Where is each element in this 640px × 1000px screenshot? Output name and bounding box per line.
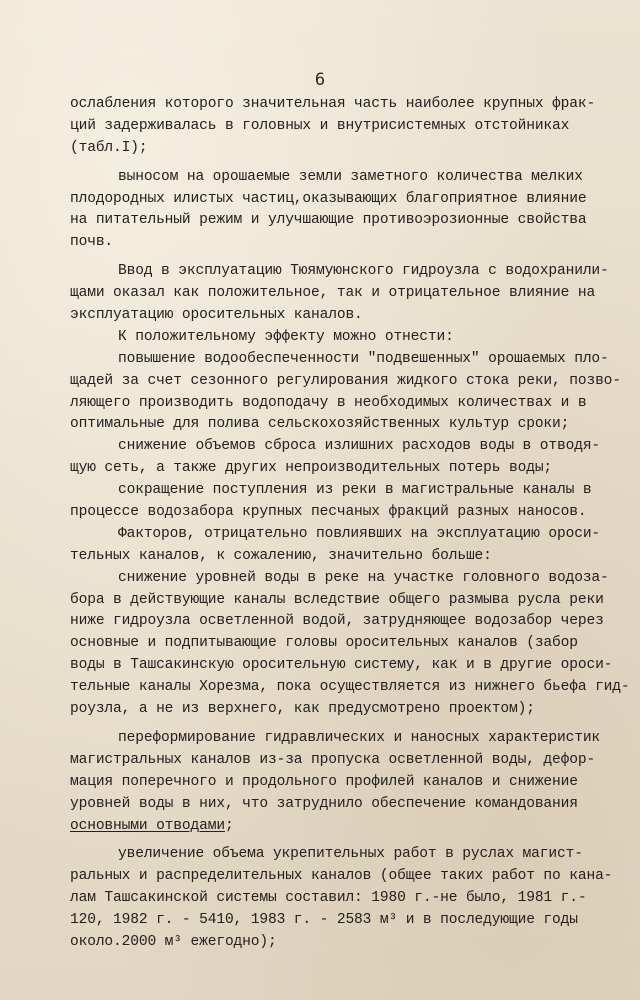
text-line: плодородных илистых частиц,оказывающих благоприятное влияние	[70, 190, 587, 207]
paragraph-gap	[70, 721, 615, 728]
text-line: снижение объемов сброса излишних расходов воды в отводя-	[118, 438, 601, 455]
text-line: снижение уровней воды в реке на участке головного водоза-	[118, 569, 609, 586]
text-line: мация поперечного и продольного профилей каналов и снижение	[70, 773, 578, 790]
text-line: основными отводами;	[70, 817, 234, 834]
text-line: почв.	[70, 234, 114, 251]
text-line: роузла, а не из верхнего, как предусмотрено проектом);	[70, 701, 535, 718]
text-line: бора в действующие каналы вследствие общего размыва русла реки	[70, 591, 604, 608]
text-line: щадей за счет сезонного регулирования жидкого стока реки, позво-	[70, 372, 621, 389]
text-line: сокращение поступления из реки в магистральные каналы в	[118, 482, 592, 499]
text-line: щами оказал как положительное, так и отрицательное влияние на	[70, 285, 596, 302]
text-line: ниже гидроузла осветленной водой, затрудняющее водозабор через	[70, 613, 604, 630]
text-line: выносом на орошаемые земли заметного количества мелких	[118, 168, 583, 185]
page-number: 6	[314, 70, 326, 90]
text-line: Ввод в эксплуатацию Тюямуюнского гидроузла с водохранили-	[118, 263, 609, 280]
text-line: ций задерживалась в головных и внутрисистемных отстойниках	[70, 117, 570, 134]
text-line: (табл.I);	[70, 139, 148, 156]
text-line: ослабления которого значительная часть наиболее крупных фрак-	[70, 96, 596, 112]
text-line: тельные каналы Хорезма, пока осуществляется из нижнего бьефа гид-	[70, 679, 630, 696]
text-line: К положительному эффекту можно отнести:	[118, 328, 454, 345]
text-line: эксплуатацию оросительных каналов.	[70, 307, 363, 324]
text-line: основные и подпитывающие головы оросительных каналов (забор	[70, 635, 578, 652]
text-line: ральных и распределительных каналов (общее таких работ по кана-	[70, 868, 613, 885]
text-line: воды в Ташсакинскую оросительную систему, как и в другие ороси-	[70, 657, 613, 674]
text-line: щую сеть, а также других непроизводительных потерь воды;	[70, 460, 553, 477]
text-line: около.2000 м³ ежегодно);	[70, 933, 277, 950]
text-line: переформирование гидравлических и наносных характеристик	[118, 729, 601, 746]
text-line: Факторов, отрицательно повлиявших на эксплуатацию ороси-	[118, 525, 601, 542]
document-text	[70, 94, 630, 954]
text-line: повышение водообеспеченности "подвешенных" орошаемых пло-	[118, 350, 609, 367]
paragraph-gap	[70, 837, 615, 844]
text-line: оптимальные для полива сельскохозяйственных культур сроки;	[70, 416, 570, 433]
text-line: 120, 1982 г. - 5410, 1983 г. - 2583 м³ и в последующие годы	[70, 912, 578, 929]
paragraph-gap	[70, 160, 615, 167]
text-line: увеличение объема укрепительных работ в руслах магист-	[118, 846, 583, 863]
text-line: процессе водозабора крупных песчаных фракций разных наносов.	[70, 504, 587, 521]
text-line: магистральных каналов из-за пропуска осветленной воды, дефор-	[70, 751, 596, 768]
paragraph-gap	[70, 254, 615, 261]
text-line: тельных каналов, к сожалению, значительно больше:	[70, 547, 492, 564]
underlined-text: основными отводами	[70, 817, 225, 834]
text-line: на питательный режим и улучшающие противоэрозионные свойства	[70, 212, 587, 229]
text-line: уровней воды в них, что затруднило обеспечение командования	[70, 795, 578, 812]
text-line: ляющего производить водоподачу в необходимых количествах и в	[70, 394, 587, 411]
text-line: лам Ташсакинской системы составил: 1980 г.-не было, 1981 г.-	[70, 890, 587, 907]
